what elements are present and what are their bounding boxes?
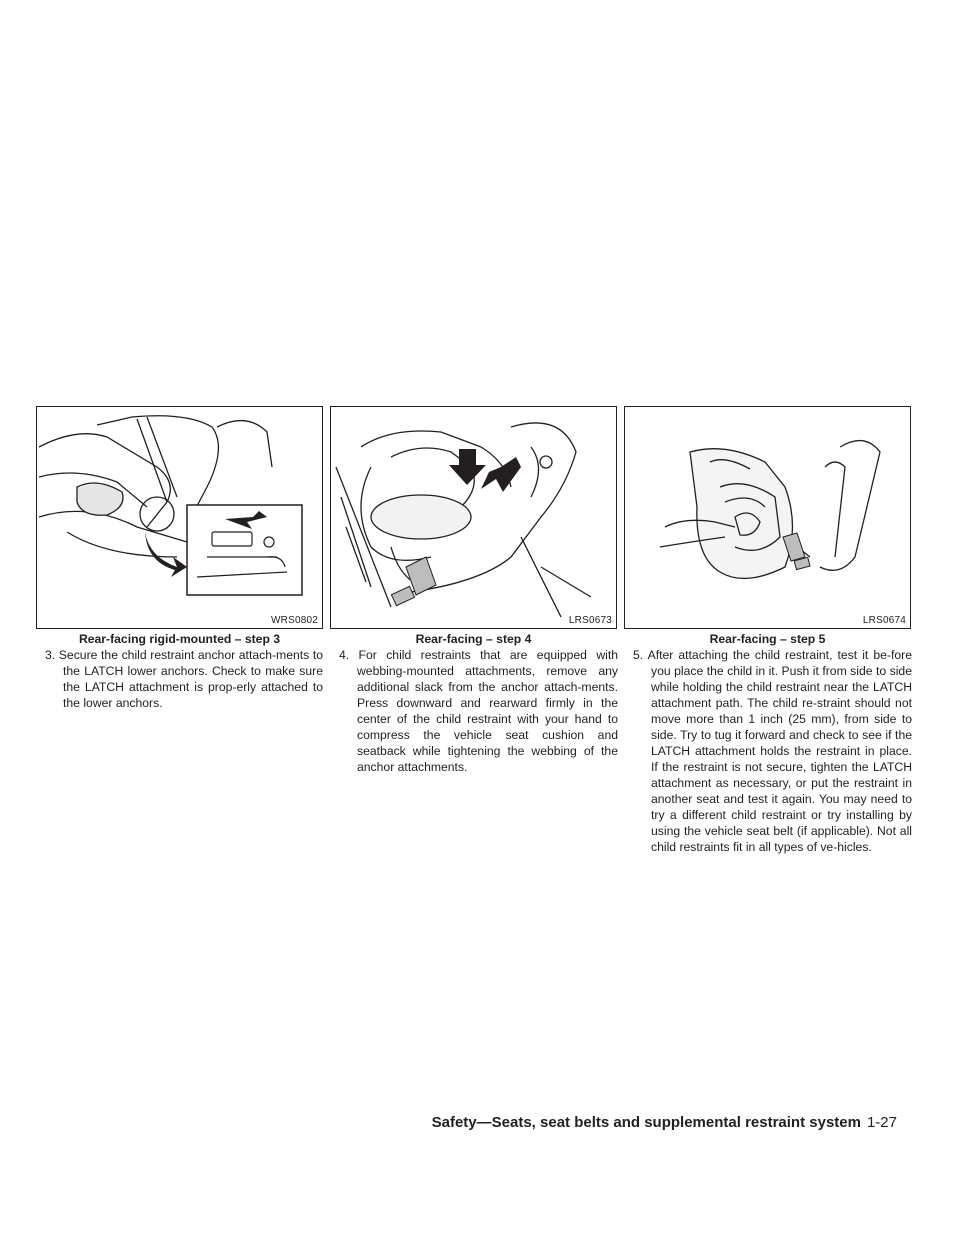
figure-caption: Rear-facing rigid-mounted – step 3 — [78, 632, 281, 646]
section-title: Safety—Seats, seat belts and supplemental restraint system — [431, 1114, 861, 1131]
step-5 — [633, 647, 912, 855]
figure-rear-facing-step-5 — [624, 406, 911, 629]
illustration-test-restraint — [625, 407, 910, 628]
step-number: 4. — [339, 648, 350, 662]
page-footer — [432, 1114, 897, 1131]
step-number: 3. — [45, 648, 56, 662]
figure-code: LRS0674 — [862, 615, 906, 626]
page-number: 1-27 — [866, 1114, 897, 1131]
figure-code: WRS0802 — [271, 615, 318, 626]
step-text: After attaching the child restraint, test it be-fore you place the child in it. Push it from side to side while holding the child restraint near the LATCH attachment path. The child re-straint should not move more than 1 inch (25 mm), from side to side. Try to tug it forward and check to see if the LATCH attachment holds the restraint in place. If the restraint is not secure, tighten the LATCH attachment as necessary, or put the restraint in another seat and test it again. You may need to try a different child restraint or try installing by using the vehicle seat belt (if applicable). Not all child restraints fit in all types of ve-hicles. — [647, 648, 912, 854]
illustration-press-down — [331, 407, 616, 628]
step-4 — [339, 647, 618, 775]
figure-rear-facing-step-4 — [330, 406, 617, 629]
figure-rear-facing-step-3 — [36, 406, 323, 629]
figure-caption: Rear-facing – step 4 — [415, 632, 532, 646]
illustration-latch-anchor — [37, 407, 322, 628]
figure-code: LRS0673 — [568, 615, 612, 626]
figure-caption: Rear-facing – step 5 — [709, 632, 826, 646]
step-number: 5. — [633, 648, 644, 662]
step-text: For child restraints that are equipped with webbing-mounted attachments, remove any additional slack from the anchor attach-ments. Press downward and rearward firmly in the center of the child restraint with your hand to compress the vehicle seat cushion and seatback while tightening the webbing of the anchor attachments. — [357, 648, 618, 774]
step-3 — [45, 647, 323, 711]
step-text: Secure the child restraint anchor attach-ments to the LATCH lower anchors. Check to make sure the LATCH attachment is prop-erly attached to the lower anchors. — [58, 648, 324, 710]
